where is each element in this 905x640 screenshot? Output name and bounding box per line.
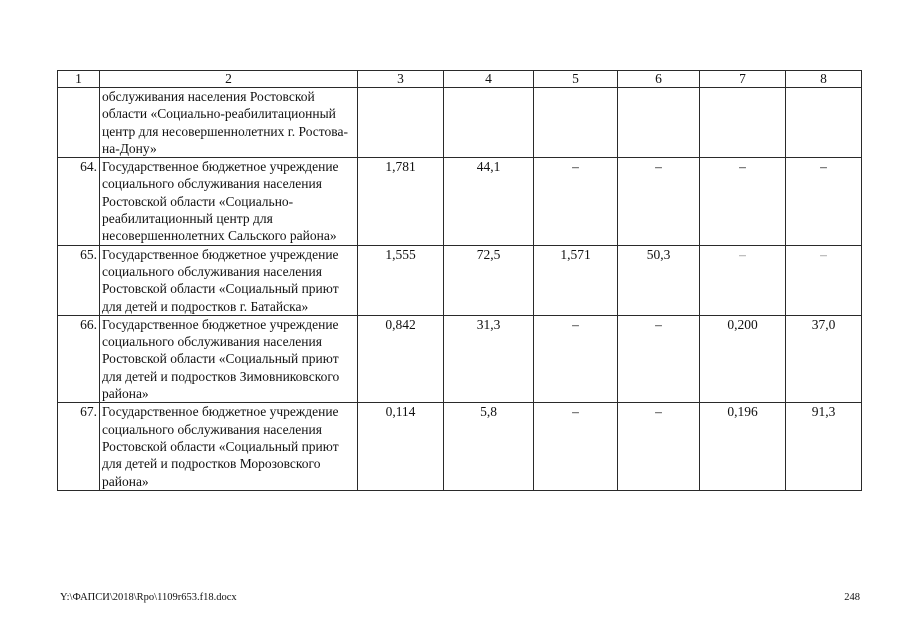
value-col-3: 1,781 bbox=[358, 158, 444, 245]
row-number bbox=[58, 88, 100, 158]
value-col-4: 31,3 bbox=[444, 315, 534, 402]
institution-name: Государственное бюджетное учреждение социального обслуживания населения Ростовской области «Социально-реабилитационный центр для несовершеннолетних Сальского района» bbox=[100, 158, 358, 245]
value-col-7: 0,200 bbox=[700, 315, 786, 402]
value-col-3: 0,114 bbox=[358, 403, 444, 490]
page-number: 248 bbox=[844, 592, 860, 603]
header-cell-1: 1 bbox=[58, 71, 100, 88]
value-col-5: – bbox=[534, 315, 618, 402]
table-row-continuation bbox=[58, 88, 862, 158]
value-col-3: 0,842 bbox=[358, 315, 444, 402]
value-col-4: 72,5 bbox=[444, 245, 534, 315]
header-cell-8: 8 bbox=[786, 71, 862, 88]
value-cell bbox=[786, 88, 862, 158]
header-cell-2: 2 bbox=[100, 71, 358, 88]
institution-name: Государственное бюджетное учреждение социального обслуживания населения Ростовской области «Социальный приют для детей и подростков Зимовниковского района» bbox=[100, 315, 358, 402]
value-col-7: 0,196 bbox=[700, 403, 786, 490]
value-col-7: – bbox=[700, 245, 786, 315]
row-number: 66. bbox=[58, 315, 100, 402]
institution-name: Государственное бюджетное учреждение социального обслуживания населения Ростовской области «Социальный приют для детей и подростков г. Батайска» bbox=[100, 245, 358, 315]
table-row bbox=[58, 403, 862, 490]
table-row bbox=[58, 158, 862, 245]
value-col-5: 1,571 bbox=[534, 245, 618, 315]
value-col-4: 44,1 bbox=[444, 158, 534, 245]
value-cell bbox=[700, 88, 786, 158]
value-col-3: 1,555 bbox=[358, 245, 444, 315]
value-col-8: – bbox=[786, 158, 862, 245]
value-col-5: – bbox=[534, 158, 618, 245]
row-number: 64. bbox=[58, 158, 100, 245]
value-col-8: – bbox=[786, 245, 862, 315]
value-col-6: – bbox=[618, 158, 700, 245]
value-col-5: – bbox=[534, 403, 618, 490]
header-cell-6: 6 bbox=[618, 71, 700, 88]
value-col-8: 91,3 bbox=[786, 403, 862, 490]
value-cell bbox=[618, 88, 700, 158]
institution-name: Государственное бюджетное учреждение социального обслуживания населения Ростовской области «Социальный приют для детей и подростков Морозовского района» bbox=[100, 403, 358, 490]
header-cell-7: 7 bbox=[700, 71, 786, 88]
value-col-7: – bbox=[700, 158, 786, 245]
value-col-6: – bbox=[618, 403, 700, 490]
row-number: 67. bbox=[58, 403, 100, 490]
row-number: 65. bbox=[58, 245, 100, 315]
institution-name: обслуживания населения Ростовской области «Социально-реабилитационный центр для несовершеннолетних г. Ростова-на-Дону» bbox=[100, 88, 358, 158]
header-row bbox=[58, 71, 862, 88]
header-cell-5: 5 bbox=[534, 71, 618, 88]
value-cell bbox=[444, 88, 534, 158]
header-cell-4: 4 bbox=[444, 71, 534, 88]
table-row bbox=[58, 315, 862, 402]
data-table bbox=[57, 70, 862, 491]
value-col-8: 37,0 bbox=[786, 315, 862, 402]
value-col-6: – bbox=[618, 315, 700, 402]
footer-file-path: Y:\ФАПСИ\2018\Rpo\1109r653.f18.docx bbox=[60, 592, 237, 603]
value-col-6: 50,3 bbox=[618, 245, 700, 315]
value-col-4: 5,8 bbox=[444, 403, 534, 490]
value-cell bbox=[358, 88, 444, 158]
header-cell-3: 3 bbox=[358, 71, 444, 88]
value-cell bbox=[534, 88, 618, 158]
table-row bbox=[58, 245, 862, 315]
